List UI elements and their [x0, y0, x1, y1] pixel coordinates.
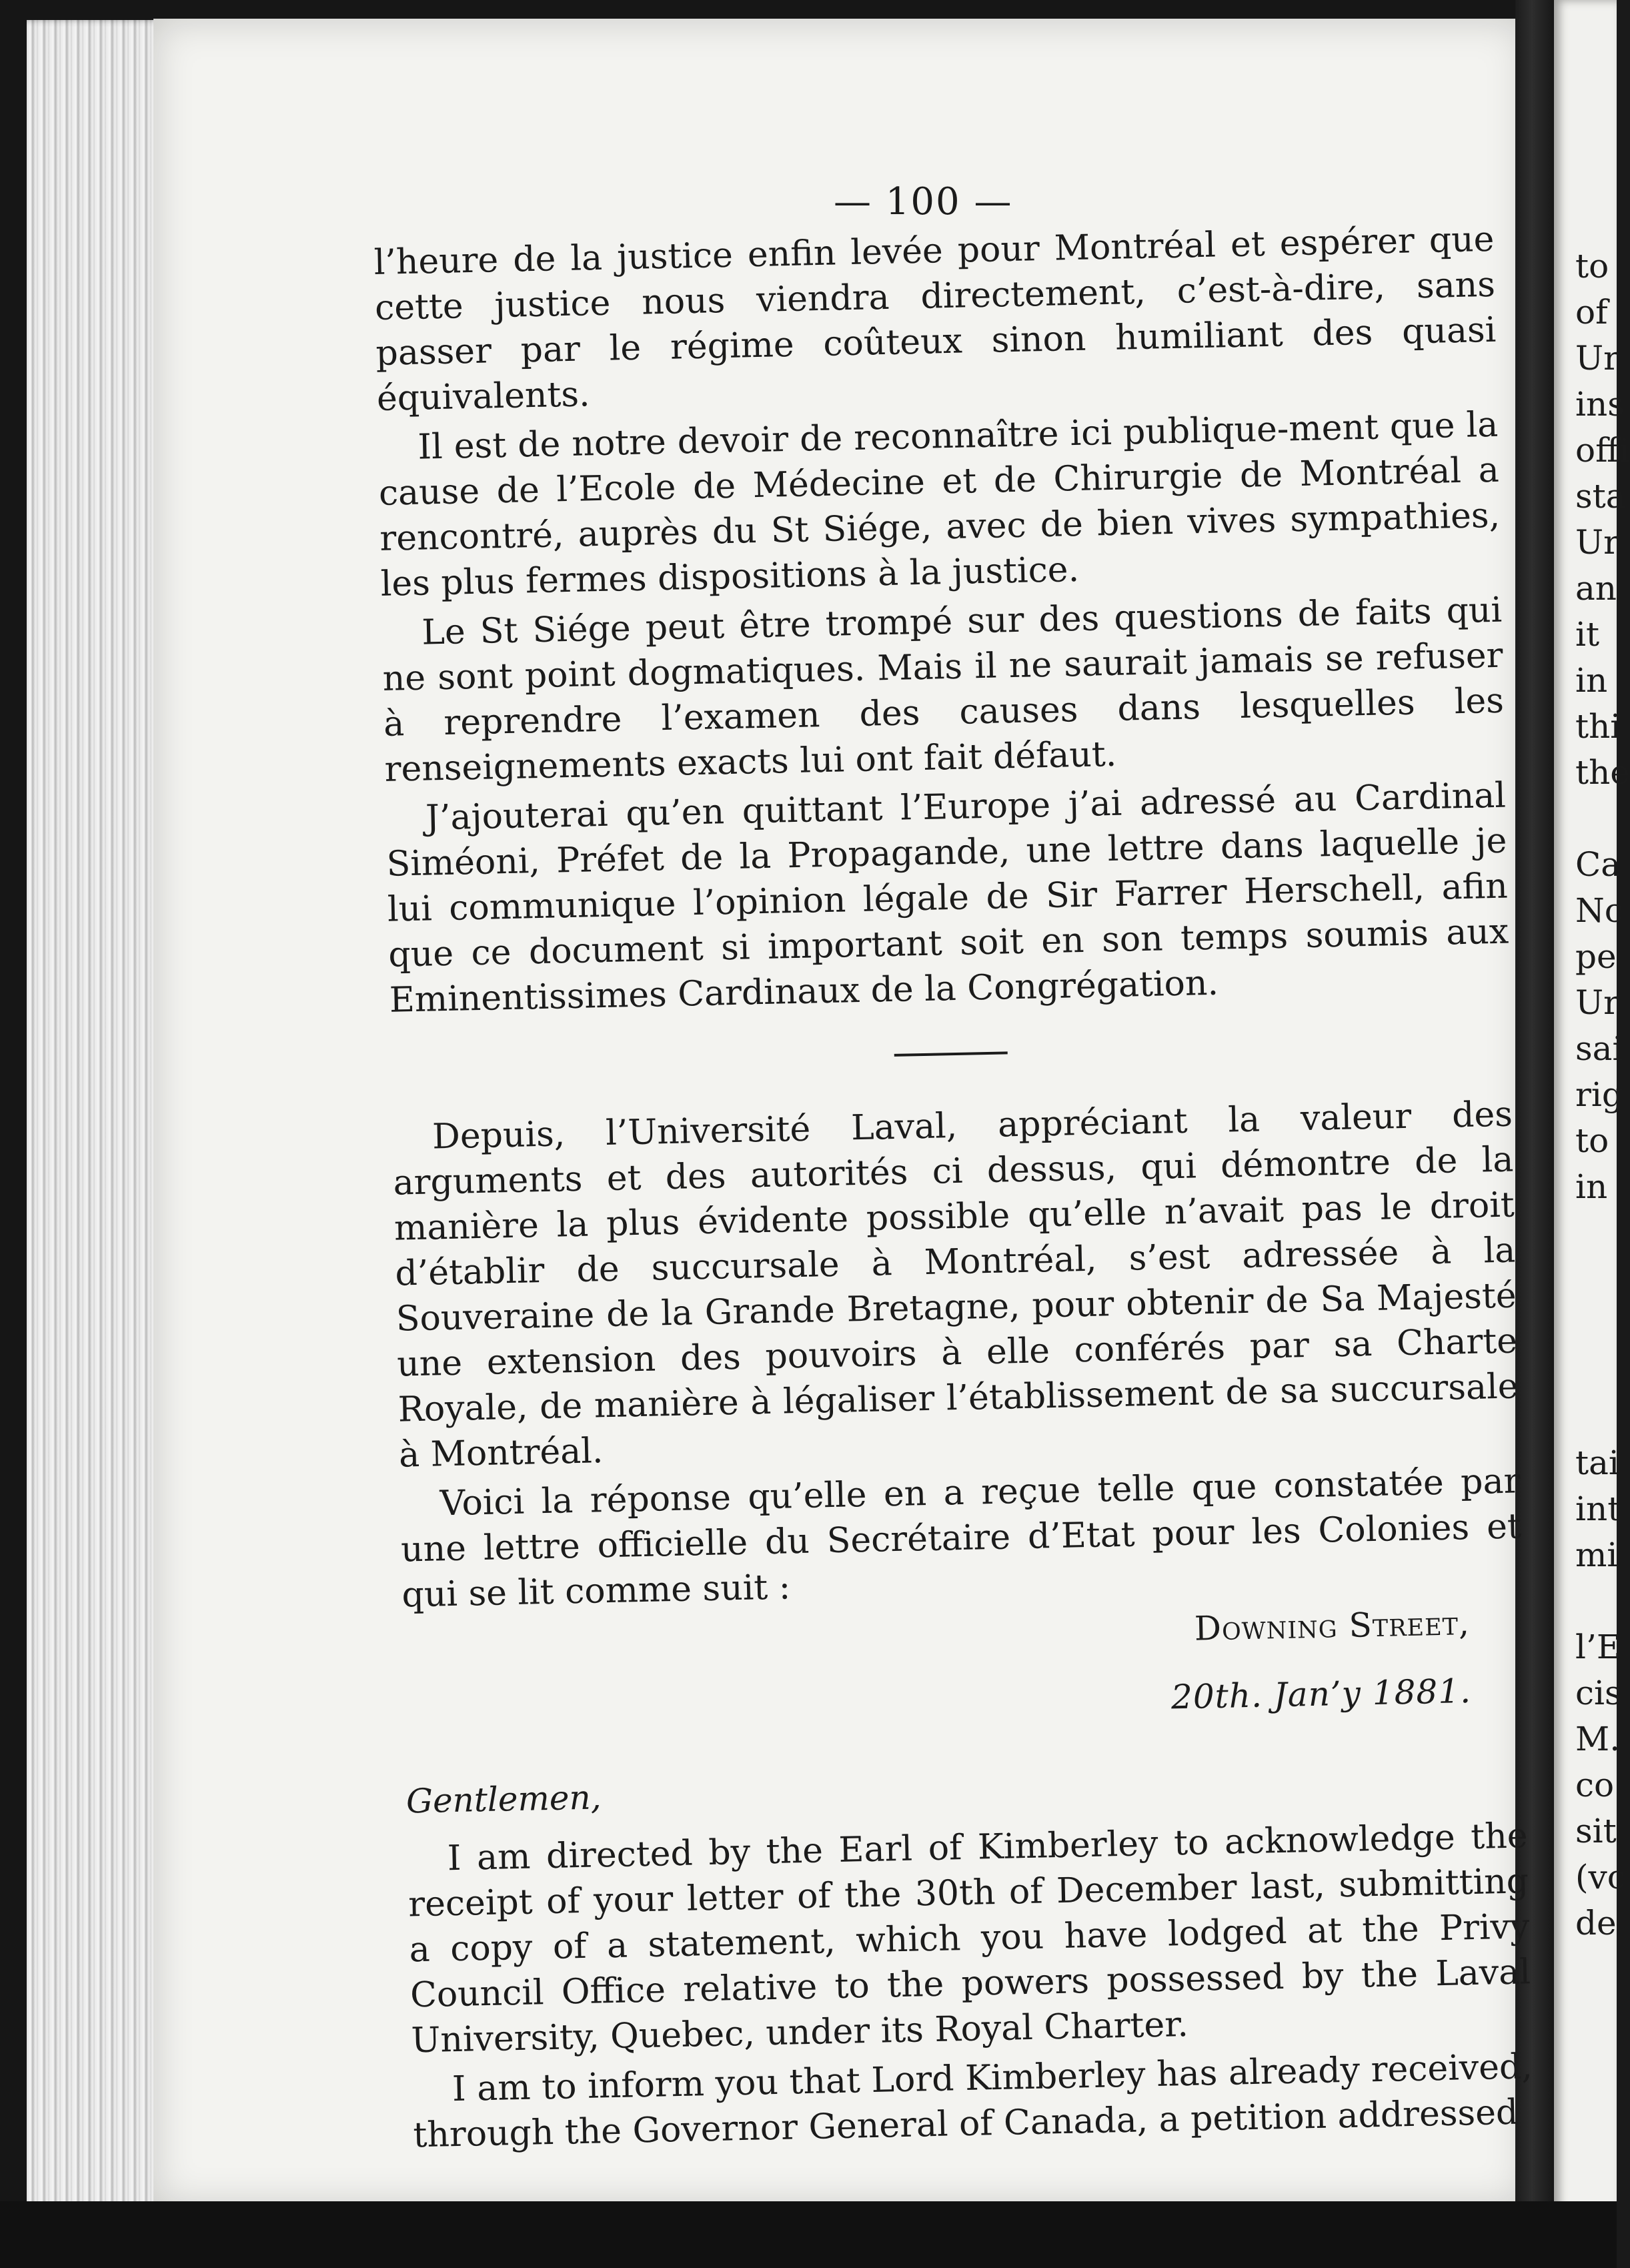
fragment: mi [1575, 1536, 1618, 1574]
letter-paragraph: I am to inform you that Lord Kimberley has already received, through the Governor General of Canada, a petition addressed [412, 2047, 1533, 2156]
fragment: sai [1575, 1029, 1623, 1068]
fragment: Ca [1575, 845, 1621, 884]
fragment: Ur [1575, 339, 1620, 378]
fragment [1575, 1348, 1622, 1394]
paragraph: Il est de notre devoir de reconnaître ici publique-ment que la cause de l’Ecole de Médecine et de Chirurgie de Montréal a rencontré, auprès du St Siége, avec de bien vives sympathies, les plus fermes dispositions à la justice. [378, 404, 1501, 604]
fragment [1575, 1256, 1622, 1302]
fragment: Nc [1575, 891, 1623, 930]
paragraph: l’heure de la justice enfin levée pour Montréal et espérer que cette justice nous viendra directement, c’est-à-dire, sans passer par le régime coûteux sinon humiliant des quasi équivalents. [373, 219, 1497, 419]
letter-address: Downing Street, [1194, 1604, 1471, 1648]
letter-date: 20th. Jan’y 1881. [1170, 1672, 1472, 1717]
fragment: to [1575, 247, 1609, 286]
fragment: pe [1575, 937, 1617, 976]
letter-paragraph: I am directed by the Earl of Kimberley to acknowledge the receipt of your letter of the 30th of December last, submitting a copy of a statement, which you have lodged at the Privy Council Office relative to the powers possessed by the Laval University, Quebec, under its Royal Charter. [408, 1816, 1531, 2061]
bottom-shadow [0, 2201, 1617, 2268]
text-column [373, 217, 1534, 2163]
fragment: (vc [1575, 1858, 1626, 1896]
page-stack-edges [27, 20, 167, 2228]
fragment [1575, 1302, 1622, 1348]
fragment: de [1575, 1904, 1617, 1942]
fragment [1575, 1210, 1622, 1256]
fragment: int [1575, 1490, 1621, 1528]
fragment [1575, 1394, 1622, 1440]
fragment [1575, 1578, 1622, 1624]
fragment: Ur [1575, 983, 1620, 1022]
fragment: to [1575, 1121, 1609, 1160]
fragment: in [1575, 661, 1608, 700]
paragraph: Le St Siége peut être trompé sur des questions de faits qui ne sont point dogmatiques. Mais il ne saurait jamais se refuser à reprendre l’examen des causes dans lesquelles les renseignements exacts lui ont fait défaut. [382, 590, 1505, 790]
fragment: an [1575, 569, 1617, 608]
fragment: sit [1575, 1812, 1617, 1850]
fragment: cis [1575, 1674, 1622, 1712]
fragment: rig [1575, 1075, 1623, 1114]
fragment: in [1575, 1167, 1608, 1206]
fragment: ins [1575, 385, 1625, 424]
right-page-text [1575, 243, 1630, 1946]
fragment: it [1575, 615, 1600, 654]
fragment: offi [1575, 431, 1630, 470]
fragment: thi [1575, 707, 1621, 746]
section-rule [894, 1051, 1008, 1057]
fragment: of [1575, 293, 1608, 332]
fragment: sta [1575, 477, 1626, 516]
page-number: — 100 — [834, 180, 1013, 223]
fragment: M. [1575, 1720, 1621, 1758]
letter-salutation: Gentlemen, [405, 1778, 602, 1821]
paragraph: Voici la réponse qu’elle en a reçue telle que constatée par une lettre officielle du Secrétaire d’Etat pour les Colonies et qui se lit comme suit : [400, 1461, 1522, 1616]
fragment: tai [1575, 1444, 1619, 1482]
fragment: the [1575, 753, 1630, 792]
fragment [1575, 796, 1622, 842]
fragment: co [1575, 1766, 1615, 1804]
fragment: l’E [1575, 1628, 1621, 1666]
fragment: Ur [1575, 523, 1620, 562]
paragraph: J’ajouterai qu’en quittant l’Europe j’ai adressé au Cardinal Siméoni, Préfet de la Propagande, une lettre dans laquelle je lui communique l’opinion légale de Sir Farrer Herschell, afin que ce document si important soit en son temps soumis aux Eminentissimes Cardinaux de la Congrégation. [385, 775, 1509, 1021]
paragraph: Depuis, l’Université Laval, appréciant la valeur des arguments et des autorités ci dessus, qui démontre de la manière la plus évidente possible qu’elle n’avait pas le droit d’établir de succursale à Montréal, s’est adressée à la Souveraine de la Grande Bretagne, pour obtenir de Sa Majesté une extension des pouvoirs à elle conférés par sa Charte Royale, de manière à légaliser l’établissement de sa succursale à Montréal. [392, 1094, 1519, 1476]
